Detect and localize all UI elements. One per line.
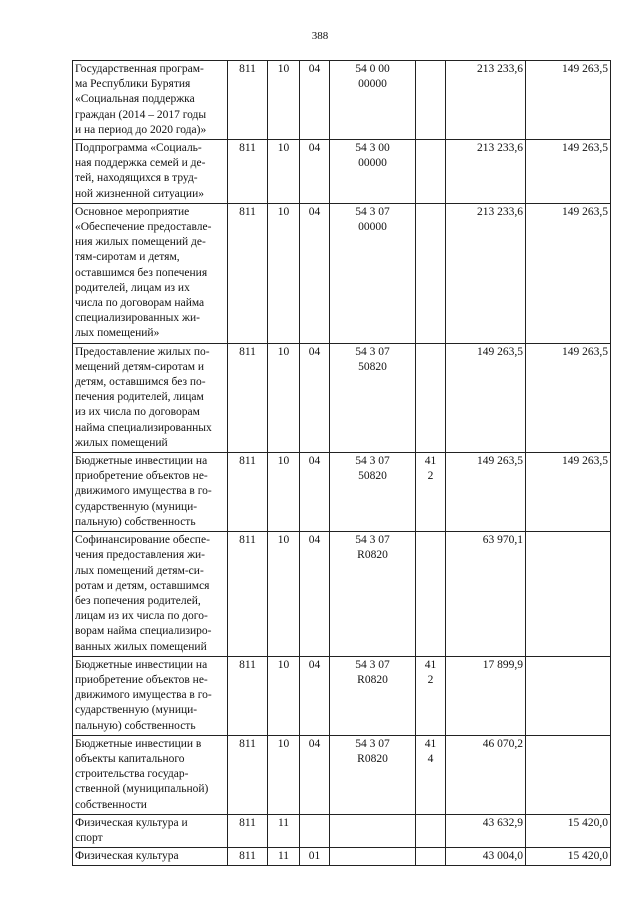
ministry-code: 811 — [228, 140, 268, 204]
target-article-code: 54 3 07 R0820 — [330, 656, 416, 735]
target-article-code: 54 3 07 R0820 — [330, 532, 416, 657]
expense-type-code — [416, 140, 446, 204]
section-code: 10 — [268, 343, 300, 452]
ministry-code: 811 — [228, 848, 268, 866]
amount-1: 213 233,6 — [446, 203, 526, 343]
table-row — [73, 532, 611, 657]
ministry-code: 811 — [228, 203, 268, 343]
table-row — [73, 203, 611, 343]
amount-1: 43 004,0 — [446, 848, 526, 866]
row-name: Бюджетные инвестиции в объекты капитального строительства государ- ственной (муниципальной) собственности — [73, 735, 228, 814]
amount-1: 63 970,1 — [446, 532, 526, 657]
amount-1: 213 233,6 — [446, 61, 526, 140]
amount-1: 46 070,2 — [446, 735, 526, 814]
ministry-code: 811 — [228, 814, 268, 847]
subsection-code: 04 — [300, 656, 330, 735]
ministry-code: 811 — [228, 735, 268, 814]
row-name: Физическая культура — [73, 848, 228, 866]
table-row — [73, 814, 611, 847]
section-code: 10 — [268, 453, 300, 532]
row-name: Государственная програм- ма Республики Бурятия «Социальная поддержка граждан (2014 – 2017 годы и на период до 2020 года)» — [73, 61, 228, 140]
page-number: 388 — [311, 30, 329, 42]
table-row — [73, 656, 611, 735]
section-code: 10 — [268, 61, 300, 140]
section-code: 10 — [268, 203, 300, 343]
ministry-code: 811 — [228, 343, 268, 452]
expense-type-code — [416, 343, 446, 452]
table-row — [73, 848, 611, 866]
section-code: 10 — [268, 735, 300, 814]
target-article-code: 54 3 07 50820 — [330, 453, 416, 532]
amount-1: 149 263,5 — [446, 343, 526, 452]
subsection-code — [300, 814, 330, 847]
amount-2 — [526, 656, 611, 735]
subsection-code: 04 — [300, 140, 330, 204]
table-row — [73, 735, 611, 814]
row-name: Бюджетные инвестиции на приобретение объектов не- движимого имущества в го- сударственную (муници- пальную) собственность — [73, 656, 228, 735]
target-article-code — [330, 848, 416, 866]
row-name: Софинансирование обеспе- чения предоставления жи- лых помещений детям-си- ротам и детям, оставшимся без попечения родителей, лицам из их числа по дого- ворам найма специализиро- ванных жилых помещений — [73, 532, 228, 657]
ministry-code: 811 — [228, 453, 268, 532]
row-name: Предоставление жилых по- мещений детям-сиротам и детям, оставшимся без по- печения родителей, лицам из их числа по договорам найма специализированных жилых помещений — [73, 343, 228, 452]
target-article-code: 54 3 07 50820 — [330, 343, 416, 452]
amount-2: 149 263,5 — [526, 453, 611, 532]
subsection-code: 01 — [300, 848, 330, 866]
expense-type-code — [416, 532, 446, 657]
row-name: Физическая культура и спорт — [73, 814, 228, 847]
expense-type-code — [416, 814, 446, 847]
expense-type-code — [416, 848, 446, 866]
expense-type-code: 41 2 — [416, 656, 446, 735]
target-article-code — [330, 814, 416, 847]
table-row — [73, 140, 611, 204]
target-article-code: 54 0 00 00000 — [330, 61, 416, 140]
ministry-code: 811 — [228, 61, 268, 140]
amount-2 — [526, 532, 611, 657]
subsection-code: 04 — [300, 343, 330, 452]
section-code: 10 — [268, 656, 300, 735]
subsection-code: 04 — [300, 735, 330, 814]
row-name: Основное мероприятие «Обеспечение предоставле- ния жилых помещений де- тям-сиротам и детям, оставшимся без попечения родителей, лицам из их числа по договорам найма специализированных жи- лых помещений» — [73, 203, 228, 343]
amount-2: 149 263,5 — [526, 343, 611, 452]
table-row — [73, 343, 611, 452]
expense-type-code — [416, 61, 446, 140]
section-code: 11 — [268, 848, 300, 866]
expense-type-code: 41 2 — [416, 453, 446, 532]
target-article-code: 54 3 07 R0820 — [330, 735, 416, 814]
amount-2: 149 263,5 — [526, 203, 611, 343]
table-row — [73, 453, 611, 532]
ministry-code: 811 — [228, 656, 268, 735]
subsection-code: 04 — [300, 453, 330, 532]
target-article-code: 54 3 07 00000 — [330, 203, 416, 343]
subsection-code: 04 — [300, 61, 330, 140]
row-name: Подпрограмма «Социаль- ная поддержка семей и де- тей, находящихся в труд- ной жизненной ситуации» — [73, 140, 228, 204]
amount-1: 149 263,5 — [446, 453, 526, 532]
amount-2: 149 263,5 — [526, 61, 611, 140]
table-row — [73, 61, 611, 140]
row-name: Бюджетные инвестиции на приобретение объектов не- движимого имущества в го- сударственную (муници- пальную) собственность — [73, 453, 228, 532]
amount-1: 43 632,9 — [446, 814, 526, 847]
amount-1: 213 233,6 — [446, 140, 526, 204]
ministry-code: 811 — [228, 532, 268, 657]
amount-2: 15 420,0 — [526, 814, 611, 847]
section-code: 10 — [268, 532, 300, 657]
amount-1: 17 899,9 — [446, 656, 526, 735]
amount-2: 15 420,0 — [526, 848, 611, 866]
budget-table-body — [73, 61, 611, 866]
section-code: 10 — [268, 140, 300, 204]
expense-type-code — [416, 203, 446, 343]
section-code: 11 — [268, 814, 300, 847]
expense-type-code: 41 4 — [416, 735, 446, 814]
budget-table — [72, 60, 611, 866]
amount-2 — [526, 735, 611, 814]
subsection-code: 04 — [300, 532, 330, 657]
subsection-code: 04 — [300, 203, 330, 343]
target-article-code: 54 3 00 00000 — [330, 140, 416, 204]
amount-2: 149 263,5 — [526, 140, 611, 204]
